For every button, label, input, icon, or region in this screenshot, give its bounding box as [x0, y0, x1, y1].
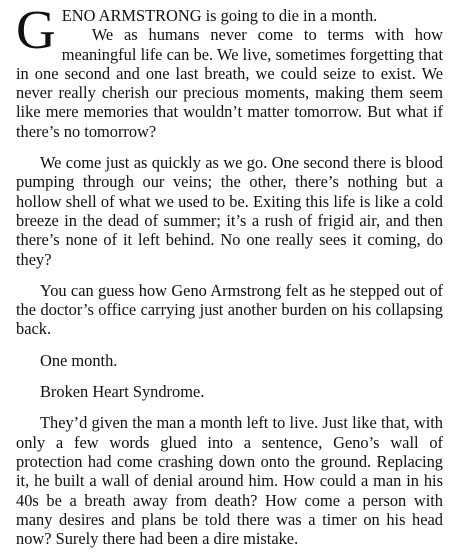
paragraph-1	[16, 0, 443, 141]
paragraph-1-text: We as humans never come to terms with how meaningful life can be. We live, sometimes forgetting that in one second and one last breath, we could seize to exist. We never really cherish our precious moments, making them seem like mere memories that wouldn’t matter tomorrow. But what if there’s no tomorrow?	[16, 25, 443, 141]
paragraph-2: We come just as quickly as we go. One second there is blood pumping through our veins; the other, there’s nothing but a hollow shell of what we used to be. Exiting this life is like a cold breeze in the dead of summer; it’s a rush of frigid air, and then there’s none of it left behind. No one really sees it coming, do they?	[16, 153, 443, 269]
paragraph-4: One month.	[40, 350, 118, 370]
paragraph-3: You can guess how Geno Armstrong felt as he stepped out of the doctor’s office carrying just another burden on his collapsing back.	[16, 280, 443, 339]
paragraph-6: They’d given the man a month left to live. Just like that, with only a few words glued into a sentence, Geno’s wall of protection had come crashing down onto the ground. Replacing it, he built a wall of denial around him. How could a man in his 40s be a breath away from death? How come a person with many desires and plans be told there was a timer on his head now? Surely there had been a dire mistake.	[16, 413, 443, 549]
book-page	[16, 0, 443, 560]
drop-cap: G	[16, 0, 56, 60]
opening-line: ENO ARMSTRONG is going to die in a month.	[61, 6, 378, 25]
paragraph-5: Broken Heart Syndrome.	[40, 382, 205, 402]
